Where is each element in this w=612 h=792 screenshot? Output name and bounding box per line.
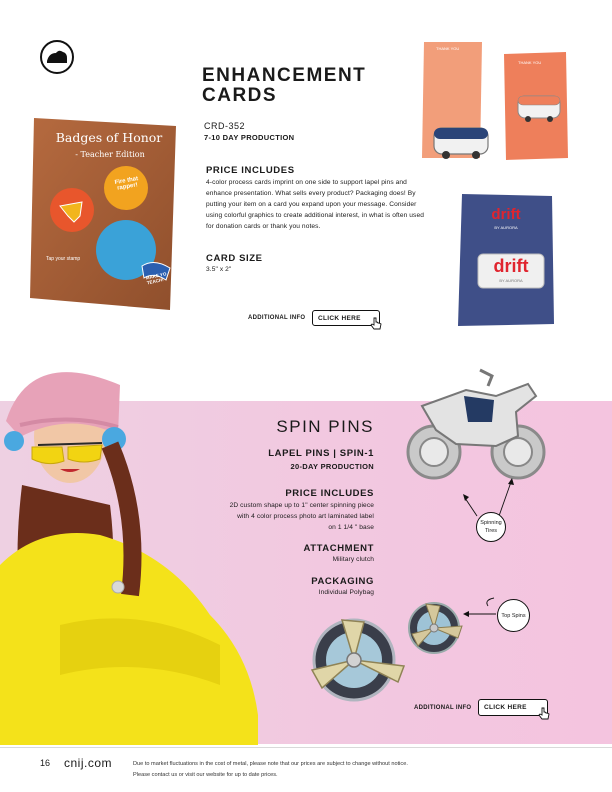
badges-of-honor-card (30, 118, 180, 310)
spin-additional-info-label: ADDITIONAL INFO (414, 705, 472, 711)
drift-pin-text: drift (493, 256, 529, 276)
footer-note-line-2: Please contact us or visit our website for up to date prices. (133, 772, 278, 778)
drift-card-photo (456, 192, 556, 328)
card-bubble-text: Fire that rapper! (114, 176, 139, 192)
click-here-label: CLICK HERE (318, 314, 361, 322)
page-title: ENHANCEMENT CARDS (202, 65, 367, 106)
coral-card-text-2: THANK YOU (518, 60, 542, 65)
pointer-hand-icon (369, 317, 383, 331)
price-includes-heading: PRICE INCLUDES (206, 165, 295, 176)
spin-click-here-button[interactable] (478, 699, 548, 716)
pointer-hand-icon (537, 707, 551, 721)
production-time: 7-10 DAY PRODUCTION (204, 133, 295, 142)
drift-logo-text: drift (491, 206, 521, 223)
spin-click-here-label: CLICK HERE (484, 704, 527, 711)
large-propeller-pin-photo (306, 608, 408, 706)
footer-note-line-1: Due to market fluctuations in the cost of metal, please note that our prices are subject to change without notice. (133, 761, 408, 767)
card-subtitle: - Teacher Edition (75, 150, 145, 159)
card-size-heading: CARD SIZE (206, 253, 263, 264)
attachment-heading: ATTACHMENT (303, 543, 374, 554)
spin-subtitle: LAPEL PINS | SPIN-1 (268, 448, 374, 459)
spin-price-body (180, 500, 374, 533)
spin-price-heading: PRICE INCLUDES (285, 488, 374, 499)
coral-card-text-1: THANK YOU (436, 46, 460, 51)
drift-logo-sub: BY AURORA (494, 225, 518, 230)
page-number: 16 (40, 758, 51, 768)
website-link[interactable]: cnij.com (64, 756, 113, 770)
click-here-button[interactable] (312, 310, 380, 326)
spin-price-line-1: 2D custom shape up to 1" center spinning piece (229, 502, 374, 509)
card-title: Badges of Honor (55, 130, 163, 145)
attachment-value: Military clutch (332, 556, 374, 563)
model-photo (0, 355, 270, 745)
spinning-tires-label: Spinning Tires (476, 512, 506, 542)
packaging-heading: PACKAGING (311, 576, 374, 587)
spin-price-line-3: on 1 1/4 " base (328, 524, 374, 531)
card-size-value: 3.5" x 2" (206, 266, 232, 273)
brand-logo-icon (40, 40, 74, 74)
additional-info-label: ADDITIONAL INFO (248, 315, 306, 321)
card-ribbon-text: MAKE YO TEACH! (145, 271, 167, 286)
packaging-value: Individual Polybag (318, 589, 374, 596)
product-code: CRD-352 (204, 121, 246, 131)
footer-note (133, 759, 408, 781)
spin-production: 20-DAY PRODUCTION (290, 462, 374, 471)
top-spins-label: Top Spins (497, 599, 530, 632)
coral-cards-photo (418, 40, 578, 165)
drift-pin-sub: BY AURORA (499, 278, 523, 283)
spin-price-line-2: with 4 color process photo art laminated label (237, 513, 374, 520)
footer-divider (0, 747, 612, 748)
price-includes-body: 4-color process cards imprint on one side to support lapel pins and enhance presentation. What sells every product? Packaging does! By putting your item on a card you expand upon your message. Consider using colorful graphics to create additional interest, in what is often used for donation cards or thank you notes. (206, 179, 424, 230)
small-propeller-pin-photo (404, 598, 468, 658)
card-bottom-text: Tap your stamp (46, 256, 81, 262)
spin-pins-title: SPIN PINS (276, 417, 374, 436)
